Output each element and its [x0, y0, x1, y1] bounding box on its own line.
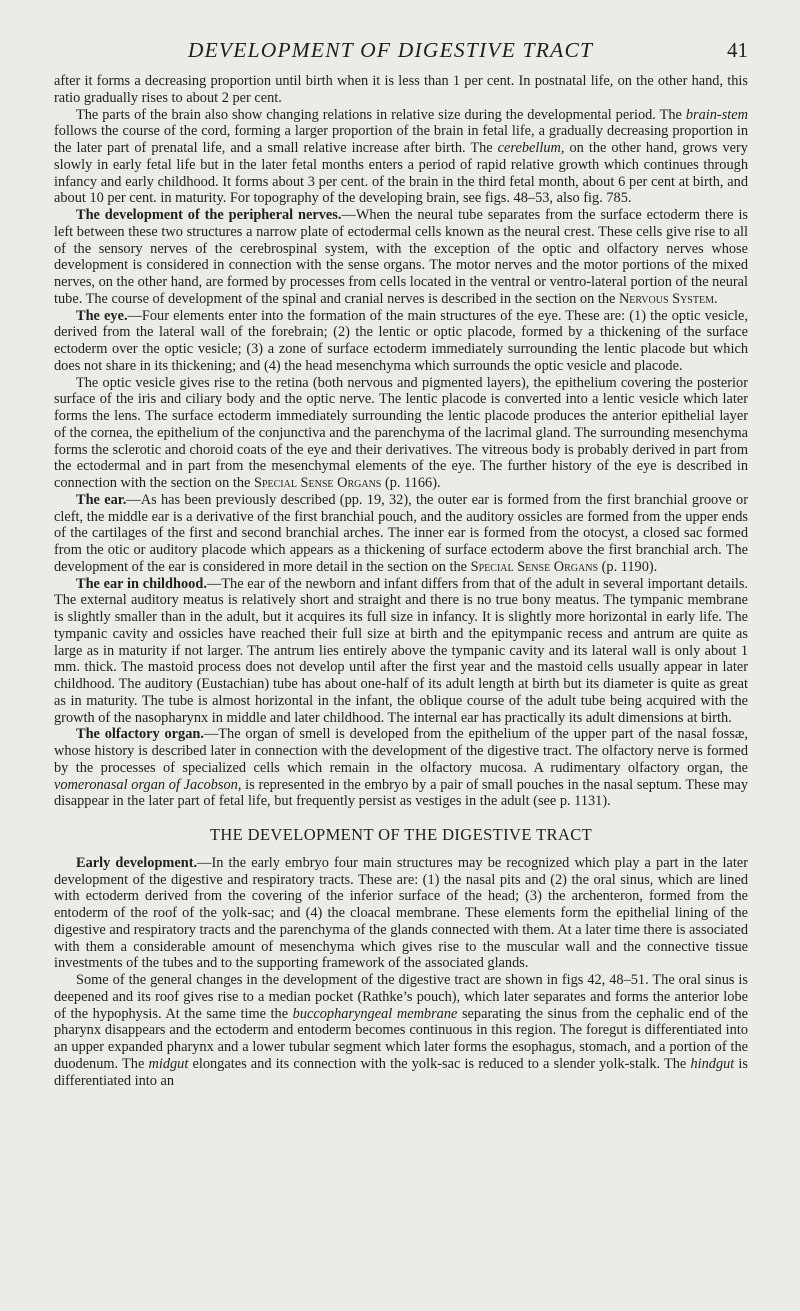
page-number: 41: [727, 38, 748, 62]
paragraph-olfactory-organ: The olfactory organ.—The organ of smell is developed from the epithelium of the upper part of the nasal fossæ, whose history is described later in connection with the development of the digestive tract. The olfactory nerve is formed by the processes of specialized cells which remain in the olfactory mucosa. A rudimentary olfactory organ, the vomeronasal organ of Jacobson, is represented in the embryo by a pair of small pouches in the nasal septum. These may disappear in the later part of fetal life, but frequently persist as vestiges in the adult (see p. 1131).: [54, 726, 748, 810]
cross-reference: Nervous System: [618, 290, 714, 307]
paragraph-heading: The olfactory organ.: [76, 726, 204, 743]
paragraph-ear: The ear.—As has been previously described (pp. 19, 32), the outer ear is formed from the first branchial groove or cleft, the middle ear is a derivative of the first branchial pouch, and the auditory ossicles are formed from the upper ends of the cartilages of the first and second branchial arches. The inner ear is formed from the otocyst, a closed sac formed from the otic or auditory placode which appears as a thickening of surface ectoderm above the first branchial arch. The development of the ear is considered in more detail in the section on the Special Sense Organs (p. 1190).: [54, 491, 749, 575]
paragraph-heading: The ear.: [76, 491, 127, 508]
paragraph-heading: Early development.: [76, 854, 198, 871]
paragraph-heading: The ear in childhood.: [76, 575, 207, 592]
running-title: DEVELOPMENT OF DIGESTIVE TRACT: [187, 38, 594, 62]
page-header: [54, 38, 748, 63]
section-title: THE DEVELOPMENT OF THE DIGESTIVE TRACT: [209, 825, 593, 844]
paragraph-brain-parts: The parts of the brain also show changing relations in relative size during the developmental period. The brain-stem follows the course of the cord, forming a larger proportion of the brain in fetal life, a gradually decreasing proportion in the later part of prenatal life, and a small relative increase after birth. The cerebellum, on the other hand, grows very slowly in early fetal life but in the later fetal months enters a period of rapid relative growth which continues through infancy and early childhood. It forms about 3 per cent. of the brain in the third fetal month, about 6 per cent at birth, and about 10 per cent. in maturity. For topography of the developing brain, see figs. 48–53, also fig. 785.: [54, 106, 748, 207]
term-brain-stem: brain-stem: [685, 106, 748, 123]
paragraph-peripheral-nerves: The development of the peripheral nerves.—When the neural tube separates from the surface ectoderm there is left between these two structures a narrow plate of ectodermal cells known as the neural crest. These cells give rise to all of the sensory nerves of the cerebrospinal system, with the exception of the optic and olfactory nerves whose development is considered in connection with the sense organs. The motor nerves and the motor portions of the mixed nerves, on the other hand, are formed by processes from cells located in the ventral or ventro-lateral portion of the neural tube. The course of development of the spinal and cranial nerves is described in the section on the Nervous System.: [54, 207, 749, 307]
term-midgut: midgut: [148, 1055, 189, 1072]
paragraph-general-changes: Some of the general changes in the development of the digestive tract are shown in figs 42, 48–51. The oral sinus is deepened and its roof gives rise to a median pocket (Rathke’s pouch), which later separates and forms the anterior lobe of the hypophysis. At the same time the buccopharyngeal membrane separating the sinus from the cephalic end of the pharynx disappears and the ectoderm and entoderm becomes continuous in this region. The foregut is differentiated into an upper expanded pharynx and a lower tubular segment which later forms the esophagus, stomach, and a portion of the duodenum. The midgut elongates and its connection with the yolk-sac is reduced to a slender yolk-stalk. The hindgut is differentiated into an: [54, 972, 748, 1089]
paragraph-ear-childhood: The ear in childhood.—The ear of the newborn and infant differs from that of the adult in several important details. The external auditory meatus is relatively short and straight and there is no true bony meatus. The tympanic membrane is slightly smaller than in the adult, but it acquires its full size in infancy. It is slightly more horizontal in early life. The tympanic cavity and ossicles have reached their full size at birth and the epitympanic recess and antrum are quite as large as in maturity if not larger. The antrum lies entirely above the tympanic cavity and its lateral wall is only about 1 mm. thick. The mastoid process does not develop until after the first year and the mastoid cells usually appear in later childhood. The auditory (Eustachian) tube has about one-half of its adult length at birth but its diameter is quite as great as in maturity. The tube is almost horizontal in the infant, the oblique course of the adult tube being acquired with the growth of the nasopharynx in middle and later childhood. The internal ear has practically its adult dimensions at birth.: [54, 575, 749, 726]
paragraph-continuation: after it forms a decreasing proportion until birth when it is less than 1 per cent. In postnatal life, on the other hand, this ratio gradually rises to about 2 per cent.: [54, 73, 748, 106]
term-hindgut: hindgut: [690, 1055, 735, 1072]
term-vomeronasal-organ: vomeronasal organ of Jacobson,: [54, 776, 242, 793]
term-cerebellum: cerebellum,: [497, 140, 565, 156]
paragraph-early-development: Early development.—In the early embryo four main structures may be recognized which play a part in the later development of the digestive and respiratory tracts. These are: (1) the nasal pits and (2) the oral sinus, which are lined with ectoderm derived from the covering of the inferior surface of the head; (3) the archenteron, formed from the entoderm of the roof of the yolk-sac; and (4) the cloacal membrane. These elements form the epithelial lining of the digestive and respiratory tracts and the parenchyma of the glands connected with them. At a later time there is associated with them a considerable amount of mesenchyma which gives rise to the muscular wall and the connective tissue investments of the tubes and to the supporting framework of the associated glands.: [54, 854, 748, 972]
paragraph-heading: The development of the peripheral nerves.: [76, 207, 342, 223]
body-text: [54, 73, 748, 1089]
term-buccopharyngeal-membrane: buccopharyngeal membrane: [292, 1005, 458, 1022]
cross-reference: Special Sense Organs: [253, 475, 382, 491]
cross-reference: Special Sense Organs: [470, 558, 599, 575]
paragraph-heading: The eye.: [76, 307, 128, 324]
paragraph-eye: The eye.—Four elements enter into the formation of the main structures of the eye. These are: (1) the optic vesicle, derived from the lateral wall of the forebrain; (2) the lentic or optic placode, formed by a thickening of the surface ectoderm over the optic vesicle; (3) a zone of surface ectoderm immediately surrounding the lentic placode but which does not share in its thickening; and (4) the head mesenchyma which surrounds the optic vesicle and placode.: [54, 307, 748, 374]
paragraph-optic-vesicle: The optic vesicle gives rise to the retina (both nervous and pigmented layers), the epithelium covering the posterior surface of the iris and ciliary body and the optic nerve. The lentic placode is converted into a lentic vesicle which later forms the lens. The surface ectoderm immediately surrounding the lentic placode produces the anterior epithelial layer of the cornea, the epithelium of the conjunctiva and the parenchyma of the lacrimal gland. The surrounding mesenchyma forms the sclerotic and choroid coats of the eye and their derivatives. The vitreous body is probably derived in part from the ectodermal and in part from the mesenchymal elements of the eye. The further history of the eye is described in connection with the section on the Special Sense Organs (p. 1166).: [54, 374, 748, 491]
